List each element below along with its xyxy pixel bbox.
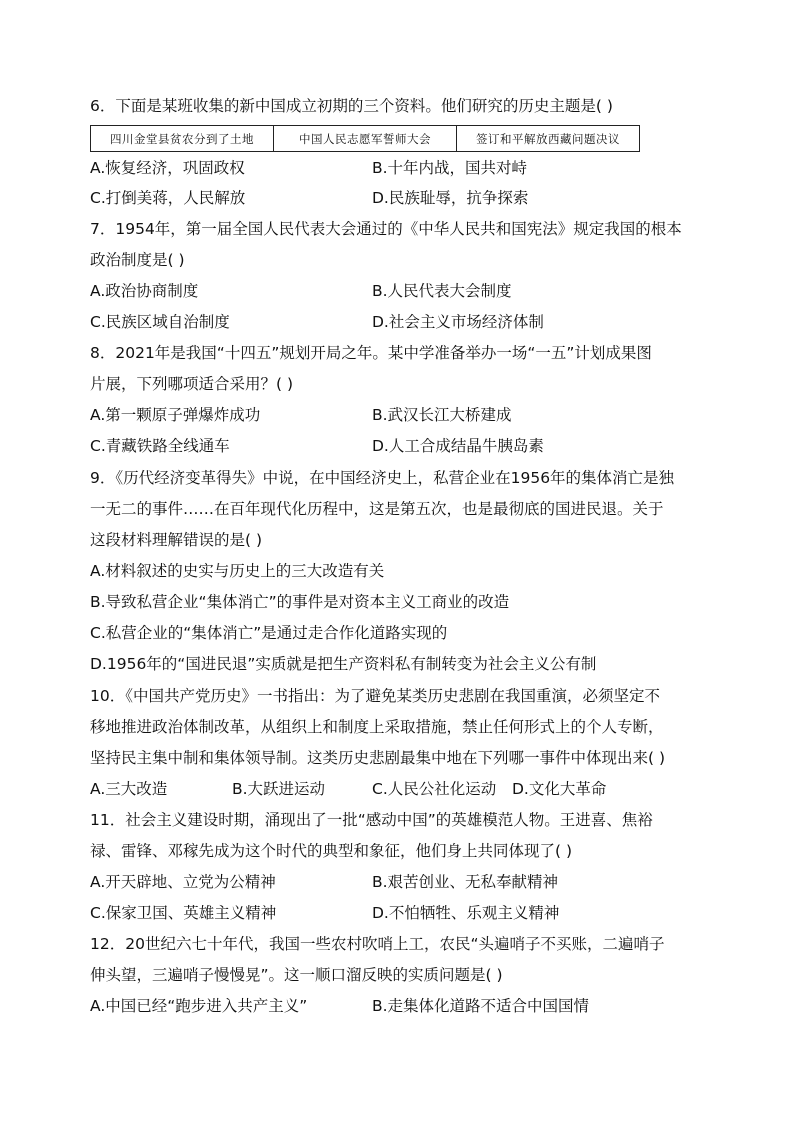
q11-option-c: C.保家卫国、英雄主义精神 bbox=[90, 904, 277, 922]
q11-option-a: A.开天辟地、立党为公精神 bbox=[90, 873, 276, 891]
q6-material-1: 四川金堂县贫农分到了土地 bbox=[91, 126, 274, 152]
q10-stem-line2: 移地推进政治体制改革，从组织上和制度上采取措施，禁止任何形式上的个人专断， bbox=[90, 718, 664, 736]
q9-option-b: B.导致私营企业“集体消亡”的事件是对资本主义工商业的改造 bbox=[90, 593, 510, 611]
q12-option-b: B.走集体化道路不适合中国国情 bbox=[372, 997, 590, 1015]
q8-option-d: D.人工合成结晶牛胰岛素 bbox=[372, 437, 544, 455]
q10-option-a: A.三大改造 bbox=[90, 780, 168, 798]
q8-stem-line1: 8．2021年是我国“十四五”规划开局之年。某中学准备举办一场“一五”计划成果图 bbox=[90, 344, 652, 362]
q10-option-d: D.文化大革命 bbox=[512, 780, 607, 798]
q8-option-c: C.青藏铁路全线通车 bbox=[90, 437, 230, 455]
q6-stem: 6．下面是某班收集的新中国成立初期的三个资料。他们研究的历史主题是( ) bbox=[90, 97, 613, 115]
q10-option-b: B.大跃进运动 bbox=[232, 780, 326, 798]
q8-option-b: B.武汉长江大桥建成 bbox=[372, 406, 512, 424]
q12-option-a: A.中国已经“跑步进入共产主义” bbox=[90, 997, 308, 1015]
q11-stem-line2: 禄、雷锋、邓稼先成为这个时代的典型和象征，他们身上共同体现了( ) bbox=[90, 842, 573, 860]
q6-option-d: D.民族耻辱，抗争探索 bbox=[372, 189, 529, 207]
q9-stem-line2: 一无二的事件……在百年现代化历程中，这是第五次，也是最彻底的国进民退。关于 bbox=[90, 500, 664, 518]
q6-option-a: A.恢复经济，巩固政权 bbox=[90, 159, 245, 177]
q8-option-a: A.第一颗原子弹爆炸成功 bbox=[90, 406, 261, 424]
q8-stem-line2: 片展，下列哪项适合采用？( ) bbox=[90, 375, 294, 393]
q10-option-c: C.人民公社化运动 bbox=[372, 780, 497, 798]
q11-stem-line1: 11．社会主义建设时期，涌现出了一批“感动中国”的英雄模范人物。王进喜、焦裕 bbox=[90, 811, 653, 829]
q9-option-c: C.私营企业的“集体消亡”是通过走合作化道路实现的 bbox=[90, 624, 448, 642]
q6-material-3: 签订和平解放西藏问题决议 bbox=[457, 126, 640, 152]
q7-option-c: C.民族区域自治制度 bbox=[90, 313, 230, 331]
q7-option-d: D.社会主义市场经济体制 bbox=[372, 313, 544, 331]
q12-stem-line2: 伸头望，三遍哨子慢慢晃”。这一顺口溜反映的实质问题是( ) bbox=[90, 966, 503, 984]
q11-option-d: D.不怕牺牲、乐观主义精神 bbox=[372, 904, 560, 922]
q9-stem-line1: 9．《历代经济变革得失》中说，在中国经济史上，私营企业在1956年的集体消亡是独 bbox=[90, 469, 675, 487]
q11-option-b: B.艰苦创业、无私奉献精神 bbox=[372, 873, 559, 891]
q6-option-b: B.十年内战，国共对峙 bbox=[372, 159, 528, 177]
q10-stem-line3: 坚持民主集中制和集体领导制。这类历史悲剧最集中地在下列哪一事件中体现出来( ) bbox=[90, 749, 666, 767]
q10-stem-line1: 10．《中国共产党历史》一书指出：为了避免某类历史悲剧在我国重演，必须坚定不 bbox=[90, 687, 660, 705]
q6-material-2: 中国人民志愿军誓师大会 bbox=[274, 126, 457, 152]
q7-stem-line2: 政治制度是( ) bbox=[90, 251, 185, 269]
q7-stem-line1: 7．1954年，第一届全国人民代表大会通过的《中华人民共和国宪法》规定我国的根本 bbox=[90, 220, 682, 238]
q7-option-a: A.政治协商制度 bbox=[90, 282, 199, 300]
q9-option-d: D.1956年的“国进民退”实质就是把生产资料私有制转变为社会主义公有制 bbox=[90, 655, 597, 673]
q6-material-table bbox=[90, 125, 640, 152]
q9-stem-line3: 这段材料理解错误的是( ) bbox=[90, 531, 263, 549]
q6-option-c: C.打倒美蒋，人民解放 bbox=[90, 189, 246, 207]
q12-stem-line1: 12．20世纪六七十年代，我国一些农村吹哨上工，农民“头遍哨子不买账，二遍哨子 bbox=[90, 935, 665, 953]
q9-option-a: A.材料叙述的史实与历史上的三大改造有关 bbox=[90, 562, 385, 580]
q7-option-b: B.人民代表大会制度 bbox=[372, 282, 512, 300]
